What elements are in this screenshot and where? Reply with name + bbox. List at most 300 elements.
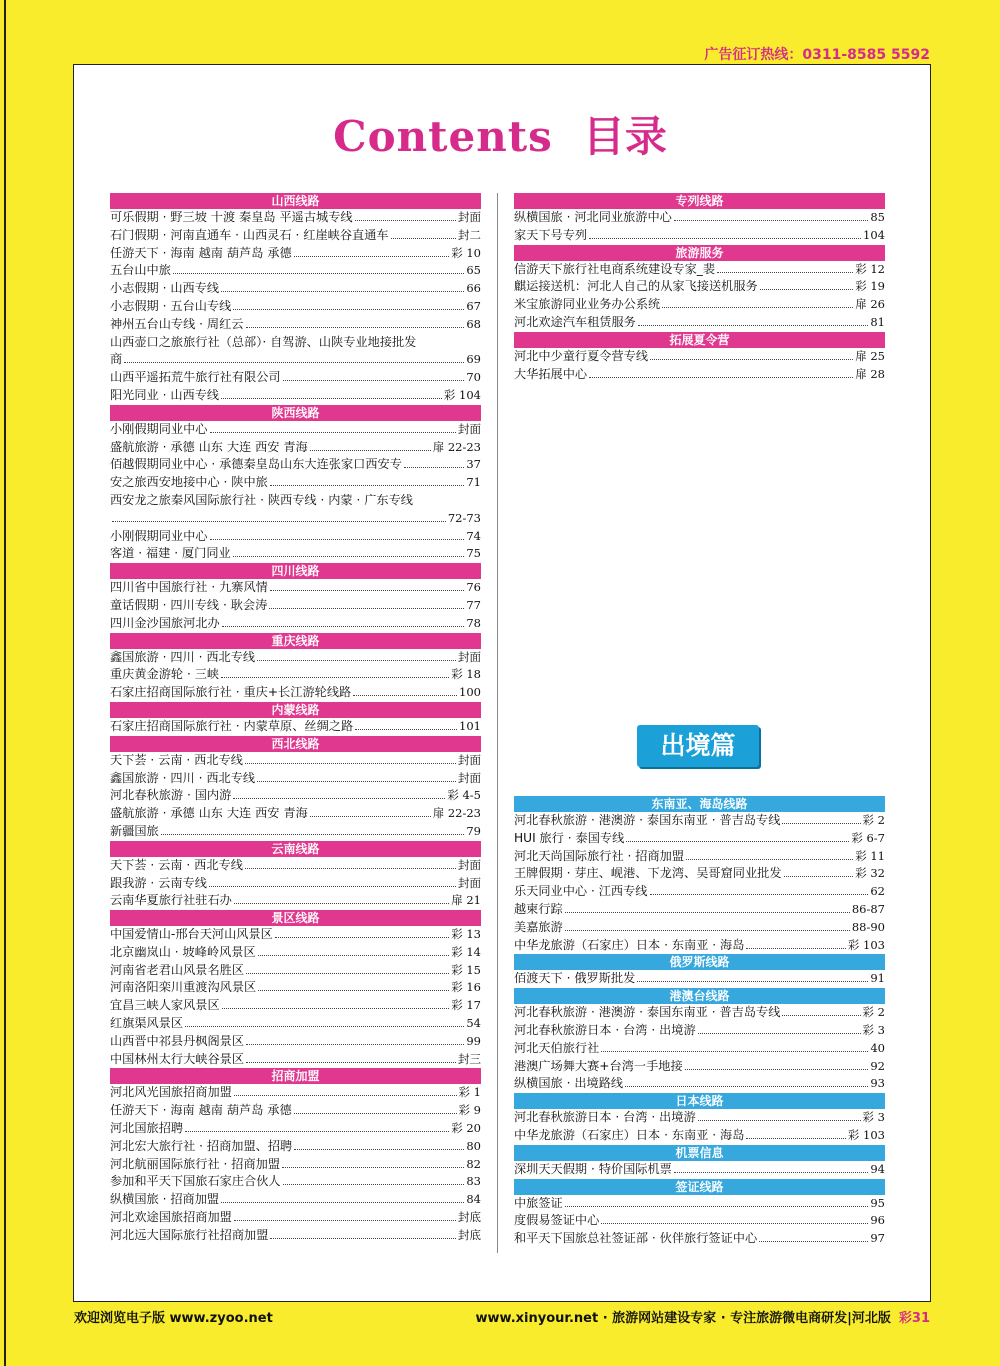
entry-title: 河北航丽国际旅行社 · 招商加盟 (110, 1156, 281, 1171)
entry-title: 纵横国旅 · 河北同业旅游中心 (514, 210, 672, 224)
entry-page: 94 (870, 1161, 885, 1176)
entry-page: 彩 20 (451, 1121, 481, 1136)
entry-page: 彩 17 (451, 998, 481, 1013)
entry-page: 71 (466, 475, 481, 490)
toc-entry[interactable] (110, 615, 481, 633)
entry-page: 54 (466, 1016, 481, 1031)
dot-leader (746, 948, 845, 949)
dot-leader (282, 1167, 464, 1168)
toc-entry[interactable] (110, 280, 481, 298)
page-title (0, 104, 1000, 164)
entry-title: 山西壶口之旅旅行社（总部）· 自驾游、山陕专业地接批发 (110, 334, 417, 349)
entry-title: 河北天伯旅行社 (514, 1040, 600, 1055)
entry-page: 彩 11 (855, 848, 885, 863)
entry-title: 跟我游 · 云南专线 (110, 875, 207, 890)
entry-page: 扉 22-23 (432, 806, 481, 821)
entry-page: 101 (459, 718, 481, 733)
entry-page: 彩 16 (451, 980, 481, 995)
section-header: 港澳台线路 (514, 988, 885, 1004)
toc-entry[interactable] (110, 1015, 481, 1033)
entry-page: 92 (870, 1058, 885, 1073)
entry-page: 104 (863, 227, 885, 242)
toc-entry[interactable] (514, 901, 885, 919)
toc-entry[interactable] (110, 787, 481, 805)
toc-entry[interactable] (514, 314, 885, 332)
dot-leader (221, 291, 464, 292)
entry-page: 79 (466, 823, 481, 838)
entry-title: 小志假期 · 五台山专线 (110, 298, 232, 313)
toc-entry[interactable] (110, 1120, 481, 1138)
toc-entry[interactable] (110, 579, 481, 597)
entry-page: 67 (466, 298, 481, 313)
toc-entry[interactable] (110, 262, 481, 280)
dot-leader (782, 823, 860, 824)
toc-entry[interactable] (514, 1212, 885, 1230)
dot-leader (245, 868, 456, 869)
dot-leader (294, 256, 450, 257)
toc-entry[interactable] (514, 937, 885, 955)
toc-entry[interactable] (110, 979, 481, 997)
entry-title: 河北欢途国旅招商加盟 (110, 1210, 232, 1225)
dot-leader (601, 1051, 868, 1052)
toc-entry[interactable] (514, 848, 885, 866)
toc-entry[interactable] (514, 1022, 885, 1040)
dot-leader (565, 1206, 869, 1207)
toc-entry[interactable] (110, 752, 481, 770)
entry-page: 彩 2 (862, 1005, 885, 1020)
dot-leader (246, 327, 465, 328)
section-header: 山西线路 (110, 193, 481, 209)
entry-title: 河北中少童行夏令营专线 (514, 348, 649, 363)
entry-page: 彩 3 (862, 1110, 885, 1125)
left-column (110, 193, 481, 1245)
dot-leader (674, 220, 868, 221)
entry-title: 北京幽岚山 · 坡峰岭风景区 (110, 944, 256, 959)
toc-entry[interactable] (110, 528, 481, 546)
entry-page: 彩 9 (458, 1103, 481, 1118)
entry-title: 四川省中国旅行社 · 九寨风情 (110, 580, 268, 595)
entry-page: 78 (466, 615, 481, 630)
entry-page: 扉 28 (855, 366, 885, 381)
dot-leader (589, 238, 861, 239)
toc-entry[interactable] (110, 351, 481, 369)
section-header: 拓展夏令营 (514, 332, 885, 348)
entry-page: 封底 (458, 1210, 481, 1225)
dot-leader (353, 695, 457, 696)
dot-leader (161, 834, 465, 835)
toc-entry[interactable] (110, 1173, 481, 1191)
toc-entry[interactable] (110, 718, 481, 736)
entry-page: 62 (870, 884, 885, 899)
entry-title: 越柬行踪 (514, 901, 563, 916)
entry-page: 彩 3 (862, 1022, 885, 1037)
section-header: 旅游服务 (514, 245, 885, 261)
entry-title: 小刚假期同业中心 (110, 528, 208, 543)
toc-entry[interactable] (514, 1004, 885, 1022)
entry-page: 75 (466, 546, 481, 561)
toc-entry[interactable] (514, 296, 885, 314)
ad-hotline: 广告征订热线：0311-8585 5592 (704, 47, 930, 63)
toc-entry[interactable] (110, 298, 481, 316)
footer-slogan (476, 1307, 931, 1326)
entry-page: 封面 (458, 875, 481, 890)
toc-entry[interactable] (514, 1127, 885, 1145)
entry-page: 66 (466, 281, 481, 296)
dot-leader (209, 886, 456, 887)
dot-leader (685, 1069, 869, 1070)
entry-page: 彩 104 (443, 387, 481, 402)
section-header: 东南亚、海岛线路 (514, 796, 885, 812)
toc-entry[interactable] (514, 1230, 885, 1248)
dot-leader (784, 876, 854, 877)
entry-title: 参加和平天下国旅石家庄合伙人 (110, 1174, 281, 1189)
entry-title: 纵横国旅 · 招商加盟 (110, 1192, 220, 1207)
entry-page: 83 (466, 1174, 481, 1189)
entry-title: 米宝旅游同业业务办公系统 (514, 297, 661, 312)
dot-leader (269, 608, 464, 609)
entry-page: 封底 (458, 1227, 481, 1242)
toc-entry[interactable] (514, 278, 885, 296)
entry-title: 河北宏大旅行社 · 招商加盟、招聘 (110, 1138, 293, 1153)
toc-entry[interactable] (110, 1227, 481, 1245)
dot-leader (112, 521, 446, 522)
dot-leader (355, 220, 456, 221)
entry-page: 97 (870, 1231, 885, 1246)
entry-page: 80 (466, 1138, 481, 1153)
toc-entry[interactable] (110, 770, 481, 788)
dot-leader (391, 238, 456, 239)
entry-page: 彩 32 (855, 866, 885, 881)
toc-entry[interactable] (514, 1195, 885, 1213)
dot-leader (210, 432, 457, 433)
toc-entry[interactable] (110, 875, 481, 893)
toc-entry[interactable] (110, 892, 481, 910)
entry-title: 河北风光国旅招商加盟 (110, 1085, 232, 1100)
toc-entry[interactable] (110, 597, 481, 615)
dot-leader (210, 539, 465, 540)
entry-page: 72-73 (447, 510, 481, 525)
entry-title: 新疆国旅 (110, 823, 159, 838)
dot-leader (234, 903, 449, 904)
dot-leader (270, 1238, 456, 1239)
section-header: 机票信息 (514, 1145, 885, 1161)
entry-title: 大华拓展中心 (514, 366, 588, 381)
entry-title: 家天下号专列 (514, 227, 588, 242)
toc-entry[interactable] (514, 865, 885, 883)
dot-leader (222, 626, 465, 627)
dot-leader (626, 841, 849, 842)
dot-leader (283, 380, 465, 381)
entry-page: 93 (870, 1076, 885, 1091)
dot-leader (258, 955, 450, 956)
entry-title: 河北春秋旅游 · 港澳游 · 泰国东南亚 · 普吉岛专线 (514, 1005, 781, 1020)
entry-title: 纵横国旅 · 出境路线 (514, 1076, 624, 1091)
toc-entry[interactable] (110, 421, 481, 439)
section-header: 日本线路 (514, 1093, 885, 1109)
entry-title: 佰越假期同业中心 · 承德秦皇岛山东大连张家口西安专 (110, 457, 402, 472)
entry-title: 中国爱情山-邢台天河山风景区 (110, 927, 273, 942)
dot-leader (355, 729, 457, 730)
dot-leader (221, 677, 449, 678)
dot-leader (686, 859, 853, 860)
section-header: 四川线路 (110, 563, 481, 579)
entry-page: 100 (459, 685, 481, 700)
entry-title: 鑫国旅游 · 四川 · 西北专线 (110, 770, 256, 785)
dot-leader (625, 1086, 868, 1087)
dot-leader (246, 973, 449, 974)
toc-entry[interactable] (110, 666, 481, 684)
toc-entry[interactable] (110, 1084, 481, 1102)
dot-leader (234, 1095, 457, 1096)
outbound-section-badge: 出境篇 (637, 725, 759, 767)
footer-slogan-text: www.xinyour.net · 旅游网站建设专家 · 专注旅游微电商研发|河北版 (475, 1311, 891, 1326)
entry-page: 99 (466, 1033, 481, 1048)
entry-page: 91 (870, 971, 885, 986)
toc-entry[interactable] (110, 1209, 481, 1227)
entry-page: 彩 12 (855, 261, 885, 276)
entry-page: 彩 4-5 (447, 788, 481, 803)
dot-leader (233, 798, 445, 799)
toc-entry[interactable] (110, 997, 481, 1015)
entry-title: 港澳广场舞大赛+台湾一手地接 (514, 1058, 683, 1073)
toc-entry[interactable] (514, 812, 885, 830)
dot-leader (759, 1241, 868, 1242)
entry-title: 红旗渠风景区 (110, 1016, 184, 1031)
entry-page: 95 (870, 1195, 885, 1210)
entry-page: 68 (466, 316, 481, 331)
entry-page: 彩 10 (451, 245, 481, 260)
entry-title: 鑫国旅游 · 四川 · 西北专线 (110, 649, 256, 664)
toc-entry[interactable] (110, 1033, 481, 1051)
entry-page: 彩 103 (847, 937, 885, 952)
dot-leader (565, 912, 850, 913)
dot-leader (565, 930, 850, 931)
toc-entry[interactable] (514, 227, 885, 245)
toc-entry[interactable] (110, 209, 481, 227)
toc-entry[interactable] (514, 348, 885, 366)
toc-entry[interactable] (110, 649, 481, 667)
entry-title: 河南洛阳栾川重渡沟风景区 (110, 980, 257, 995)
toc-entry[interactable] (514, 1075, 885, 1093)
toc-entry[interactable] (514, 1161, 885, 1179)
toc-entry[interactable] (110, 684, 481, 702)
entry-page: 彩 103 (847, 1127, 885, 1142)
entry-title: 度假易签证中心 (514, 1213, 600, 1228)
toc-entry[interactable] (110, 1102, 481, 1120)
entry-title: 深圳天天假期 · 特价国际机票 (514, 1161, 672, 1176)
dot-leader (283, 1184, 465, 1185)
entry-title: 美嘉旅游 (514, 919, 563, 934)
entry-title: 乐天同业中心 · 江西专线 (514, 884, 648, 899)
toc-entry[interactable] (110, 492, 481, 510)
entry-page: 封二 (458, 227, 481, 242)
dot-leader (589, 377, 853, 378)
entry-page: 彩 1 (458, 1085, 481, 1100)
dot-leader (221, 398, 442, 399)
toc-entry[interactable] (110, 456, 481, 474)
dot-leader (698, 1120, 861, 1121)
toc-entry[interactable] (110, 805, 481, 823)
toc-entry[interactable] (110, 474, 481, 492)
toc-entry[interactable] (514, 919, 885, 937)
entry-page: 扉 22-23 (432, 439, 481, 454)
entry-title: 阳光同业 · 山西专线 (110, 387, 220, 402)
entry-page: 封面 (458, 649, 481, 664)
toc-entry[interactable] (514, 366, 885, 384)
entry-title: 天下荟 · 云南 · 西北专线 (110, 857, 243, 872)
entry-page: 77 (466, 597, 481, 612)
entry-page: 65 (466, 263, 481, 278)
entry-title: 王牌假期 · 芽庄、岘港、下龙湾、吴哥窟同业批发 (514, 866, 782, 881)
toc-entry[interactable] (110, 334, 481, 352)
entry-page: 85 (870, 210, 885, 224)
entry-title: 重庆黄金游轮 · 三峡 (110, 667, 220, 682)
dot-leader (221, 1202, 464, 1203)
page-number: 彩31 (898, 1311, 930, 1326)
toc-entry[interactable] (110, 439, 481, 457)
toc-entry[interactable] (110, 245, 481, 263)
entry-title: 石家庄招商国际旅行社 · 重庆+长江游轮线路 (110, 685, 352, 700)
dot-leader (245, 763, 456, 764)
section-header: 俄罗斯线路 (514, 954, 885, 970)
entry-title: 中华龙旅游（石家庄）日本 · 东南亚 · 海岛 (514, 1127, 745, 1142)
right-column-outbound (514, 796, 885, 1248)
entry-title: 任游天下 · 海南 越南 葫芦岛 承德 (110, 1103, 292, 1118)
toc-entry[interactable] (514, 1058, 885, 1076)
toc-entry[interactable] (514, 970, 885, 988)
dot-leader (234, 1220, 456, 1221)
dot-leader (717, 272, 853, 273)
section-header: 签证线路 (514, 1179, 885, 1195)
entry-title: 客道 · 福建 · 厦门同业 (110, 546, 231, 561)
entry-title: 石门假期 · 河南直通车 · 山西灵石 · 红崖峡谷直通车 (110, 227, 389, 242)
entry-title: 麒运接送机：河北人自己的从家飞接送机服务 (514, 279, 758, 294)
dot-leader (698, 1033, 861, 1034)
entry-title: 西安龙之旅秦风国际旅行社 · 陕西专线 · 内蒙 · 广东专线 (110, 492, 413, 507)
dot-leader (601, 1223, 868, 1224)
entry-title: 和平天下国旅总社签证部 · 伙伴旅行签证中心 (514, 1231, 758, 1246)
toc-entry[interactable] (110, 387, 481, 405)
dot-leader (257, 660, 456, 661)
entry-title: 商 (110, 352, 123, 367)
entry-page: 69 (466, 352, 481, 367)
dot-leader (258, 990, 449, 991)
toc-entry[interactable] (110, 510, 481, 528)
dot-leader (310, 450, 431, 451)
toc-entry[interactable] (110, 926, 481, 944)
dot-leader (270, 590, 464, 591)
toc-entry[interactable] (110, 1138, 481, 1156)
dot-leader (638, 325, 868, 326)
section-header: 陕西线路 (110, 405, 481, 421)
entry-page: 88-90 (851, 919, 885, 934)
toc-entry[interactable] (110, 823, 481, 841)
toc-entry[interactable] (514, 1109, 885, 1127)
section-header: 招商加盟 (110, 1068, 481, 1084)
toc-entry[interactable] (514, 209, 885, 227)
entry-page: 封面 (458, 857, 481, 872)
entry-title: 山西平遥拓荒牛旅行社有限公司 (110, 370, 281, 385)
toc-entry[interactable] (110, 857, 481, 875)
dot-leader (246, 1062, 456, 1063)
entry-page: 封面 (458, 752, 481, 767)
entry-title: 四川金沙国旅河北办 (110, 615, 220, 630)
entry-title: 天下荟 · 云南 · 西北专线 (110, 752, 243, 767)
section-header: 重庆线路 (110, 633, 481, 649)
entry-page: 76 (466, 580, 481, 595)
dot-leader (275, 937, 449, 938)
entry-page: 86-87 (851, 901, 885, 916)
dot-leader (310, 816, 431, 817)
entry-page: 封面 (458, 770, 481, 785)
section-header: 景区线路 (110, 910, 481, 926)
dot-leader (246, 1044, 464, 1045)
toc-entry[interactable] (514, 883, 885, 901)
footer-website[interactable]: 欢迎浏览电子版 www.zyoo.net (74, 1311, 273, 1326)
entry-title: HUI 旅行 · 泰国专线 (514, 830, 625, 845)
entry-page: 扉 26 (855, 297, 885, 312)
entry-page: 37 (466, 457, 481, 472)
entry-page: 彩 18 (451, 667, 481, 682)
entry-title: 山西晋中祁县丹枫阁景区 (110, 1033, 245, 1048)
toc-entry[interactable] (110, 316, 481, 334)
entry-title: 中国林州太行大峡谷景区 (110, 1051, 245, 1066)
entry-title: 河北春秋旅游 · 港澳游 · 泰国东南亚 · 普吉岛专线 (514, 813, 781, 827)
entry-title: 中华龙旅游（石家庄）日本 · 东南亚 · 海岛 (514, 937, 745, 952)
section-header: 内蒙线路 (110, 702, 481, 718)
toc-entry[interactable] (514, 1040, 885, 1058)
toc-entry[interactable] (110, 944, 481, 962)
dot-leader (637, 981, 868, 982)
toc-entry[interactable] (110, 369, 481, 387)
dot-leader (257, 781, 456, 782)
toc-entry[interactable] (110, 1156, 481, 1174)
entry-page: 81 (870, 314, 885, 329)
entry-title: 神州五台山专线 · 周红云 (110, 316, 244, 331)
entry-page: 扉 21 (451, 893, 481, 908)
toc-entry[interactable] (514, 261, 885, 279)
toc-entry[interactable] (514, 830, 885, 848)
entry-title: 石家庄招商国际旅行社 · 内蒙草原、丝绸之路 (110, 718, 354, 733)
entry-title: 宜昌三峡人家风景区 (110, 998, 220, 1013)
title-english: Contents (333, 112, 553, 161)
toc-entry[interactable] (110, 962, 481, 980)
entry-title: 河北春秋旅游 · 国内游 (110, 788, 232, 803)
entry-page: 84 (466, 1192, 481, 1207)
entry-title: 盛航旅游 · 承德 山东 大连 西安 青海 (110, 439, 308, 454)
toc-entry[interactable] (110, 227, 481, 245)
entry-page: 封面 (458, 421, 481, 436)
dot-leader (185, 1131, 449, 1132)
dot-leader (233, 556, 465, 557)
entry-title: 安之旅西安地接中心 · 陕中旅 (110, 475, 268, 490)
entry-title: 河北远大国际旅行社招商加盟 (110, 1227, 269, 1242)
dot-leader (185, 1026, 464, 1027)
dot-leader (662, 307, 853, 308)
dot-leader (674, 1172, 868, 1173)
entry-title: 五台山中旅 (110, 263, 171, 278)
dot-leader (746, 1138, 845, 1139)
toc-entry[interactable] (110, 1051, 481, 1069)
entry-title: 河南省老君山风景名胜区 (110, 962, 245, 977)
toc-entry[interactable] (110, 545, 481, 563)
entry-page: 扉 25 (855, 348, 885, 363)
toc-entry[interactable] (110, 1191, 481, 1209)
dot-leader (124, 362, 464, 363)
section-header: 专列线路 (514, 193, 885, 209)
dot-leader (294, 1149, 464, 1150)
entry-title: 佰渡天下 · 俄罗斯批发 (514, 971, 636, 986)
